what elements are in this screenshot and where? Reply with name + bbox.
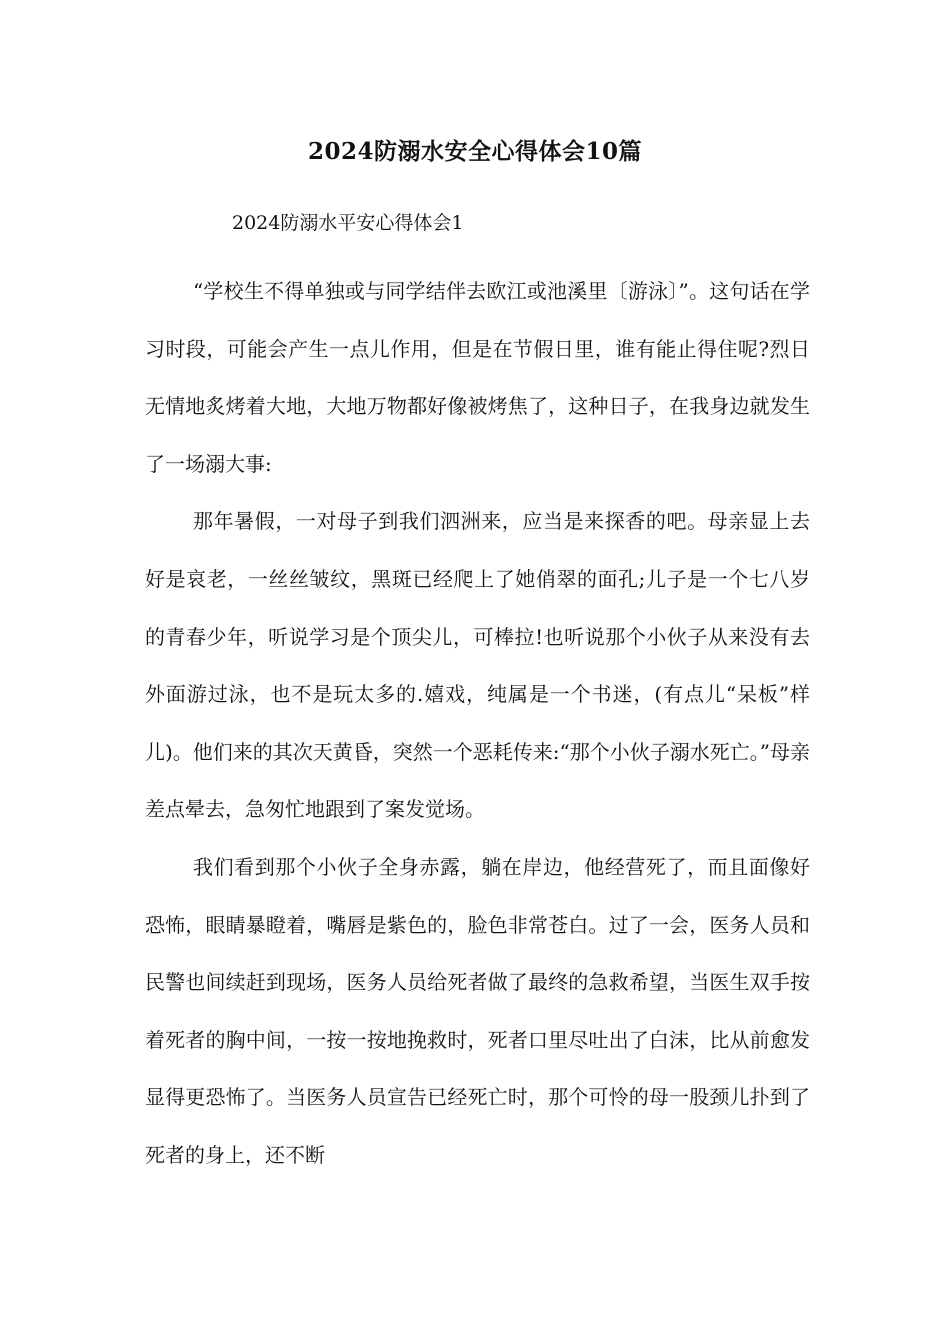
document-title: 2024防溺水安全心得体会10篇 <box>307 138 643 165</box>
paragraph-1: “学校生不得单独或与同学结伴去欧江或池溪里〔游泳〕”。这句话在学习时段，可能会产生一点儿作用，但是在节假日里，谁有能止得住呢?烈日无情地炙烤着大地，大地万物都好像被烤焦了，这种日子，在我身边就发生了一场溺大事: <box>145 279 810 476</box>
paragraph-2: 那年暑假，一对母子到我们泗洲来，应当是来探香的吧。母亲显上去好是哀老，一丝丝皱纹，黑斑已经爬上了她俏翠的面孔;儿子是一个七八岁的青春少年，听说学习是个顶尖儿，可棒拉!也听说那个小伙子从来没有去外面游过泳，也不是玩太多的.嬉戏，纯属是一个书迷，(有点儿“呆板”样儿)。他们来的其次天黄昏，突然一个恶耗传来:“那个小伙子溺水死亡。”母亲差点晕去，急匆忙地跟到了案发觉场。 <box>145 509 810 822</box>
paragraph-3: 我们看到那个小伙子全身赤露，躺在岸边，他经营死了，而且面像好恐怖，眼睛暴瞪着，嘴唇是紫色的，脸色非常苍白。过了一会，医务人员和民警也间续赶到现场，医务人员给死者做了最终的急救希望，当医生双手按着死者的胸中间，一按一按地挽救时，死者口里尽吐出了白沫，比从前愈发显得更恐怖了。当医务人员宣告已经死亡时，那个可怜的母一股颈儿扑到了死者的身上，还不断 <box>145 854 810 1167</box>
section-heading: 2024防溺水平安心得体会1 <box>232 212 464 234</box>
document-body <box>145 263 810 1185</box>
